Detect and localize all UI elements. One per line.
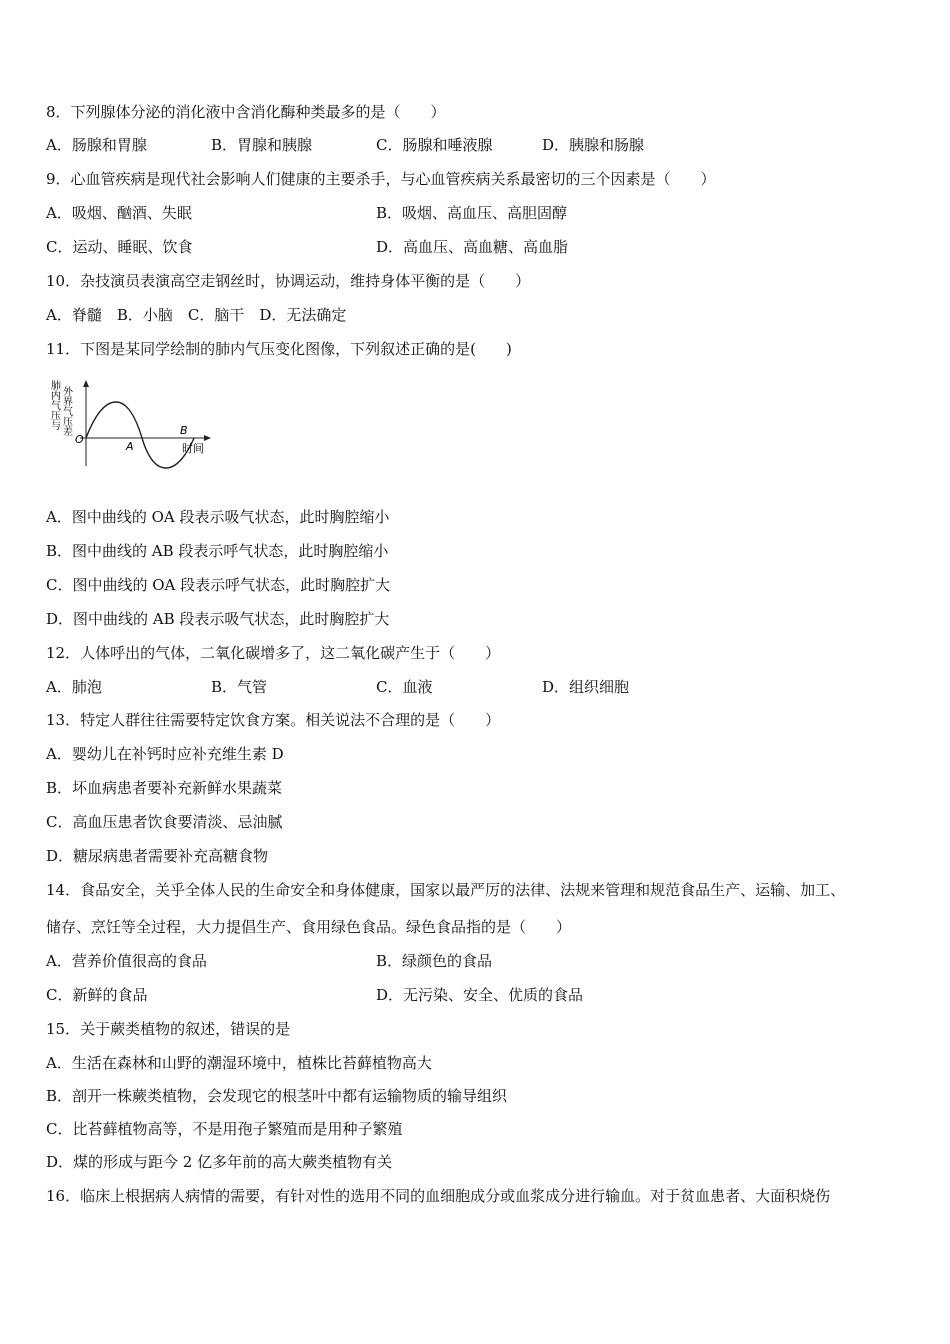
question-9-option-d: D．高血压、高血糖、高血脂 xyxy=(376,238,569,256)
figure-pressure-curve xyxy=(86,402,194,468)
figure-ylabel-2: 外界气压差 xyxy=(60,386,72,436)
question-11-option-b: B．图中曲线的 AB 段表示呼气状态，此时胸腔缩小 xyxy=(46,542,389,560)
question-8-option-a: A．肠腺和胃腺 xyxy=(46,136,147,154)
question-8-stem: 8．下列腺体分泌的消化液中含消化酶种类最多的是（ ） xyxy=(46,103,446,121)
question-15-option-b: B．剖开一株蕨类植物，会发现它的根茎叶中都有运输物质的输导组织 xyxy=(46,1087,508,1105)
question-11-stem: 11．下图是某同学绘制的肺内气压变化图像，下列叙述正确的是( ) xyxy=(46,340,512,358)
question-15-stem: 15．关于蕨类植物的叙述，错误的是 xyxy=(46,1020,291,1038)
question-10-options: A．脊髓 B．小脑 C．脑干 D．无法确定 xyxy=(46,306,347,324)
question-8-option-b: B．胃腺和胰腺 xyxy=(211,136,313,154)
question-9-option-c: C．运动、睡眠、饮食 xyxy=(46,238,193,256)
question-10-stem: 10．杂技演员表演高空走钢丝时，协调运动，维持身体平衡的是（ ） xyxy=(46,272,531,290)
question-12-option-c: C．血液 xyxy=(376,678,433,696)
question-13-option-b: B．坏血病患者要补充新鲜水果蔬菜 xyxy=(46,779,283,797)
figure-point-b-label: B xyxy=(180,424,188,437)
question-14-option-d: D．无污染、安全、优质的食品 xyxy=(376,986,584,1004)
figure-point-a-label: A xyxy=(126,440,134,453)
question-16-stem: 16．临床上根据病人病情的需要，有针对性的选用不同的血细胞成分或血浆成分进行输血。对于贫血患者、大面积烧伤 xyxy=(46,1187,831,1205)
question-12-stem: 12．人体呼出的气体，二氧化碳增多了，这二氧化碳产生于（ ） xyxy=(46,644,501,662)
question-15-option-c: C．比苔藓植物高等，不是用孢子繁殖而是用种子繁殖 xyxy=(46,1120,403,1138)
figure-origin-label: O xyxy=(75,433,84,446)
question-13-stem: 13．特定人群往往需要特定饮食方案。相关说法不合理的是（ ） xyxy=(46,711,501,729)
question-15-option-d: D．煤的形成与距今 2 亿多年前的高大蕨类植物有关 xyxy=(46,1153,393,1171)
question-14-stem-line-1: 14．食品安全，关乎全体人民的生命安全和身体健康，国家以最严厉的法律、法规来管理和规范食品生产、运输、加工、 xyxy=(46,881,846,899)
figure-y-arrow xyxy=(83,380,89,387)
question-11-option-a: A．图中曲线的 OA 段表示吸气状态，此时胸腔缩小 xyxy=(46,508,390,526)
lung-pressure-figure xyxy=(44,378,216,470)
question-13-option-a: A．婴幼儿在补钙时应补充维生素 D xyxy=(46,745,284,763)
figure-xlabel: 时间 xyxy=(182,442,204,455)
question-9-stem: 9．心血管疾病是现代社会影响人们健康的主要杀手，与心血管疾病关系最密切的三个因素是（ ） xyxy=(46,170,716,188)
question-13-option-d: D．糖尿病患者需要补充高糖食物 xyxy=(46,847,269,865)
question-15-option-a: A．生活在森林和山野的潮湿环境中，植株比苔藓植物高大 xyxy=(46,1054,432,1072)
question-8-option-c: C．肠腺和唾液腺 xyxy=(376,136,493,154)
question-9-option-a: A．吸烟、酗酒、失眠 xyxy=(46,204,192,222)
figure-x-arrow xyxy=(204,435,211,441)
question-9-option-b: B．吸烟、高血压、高胆固醇 xyxy=(376,204,568,222)
question-14-option-b: B．绿颜色的食品 xyxy=(376,952,493,970)
question-14-stem-line-2: 储存、烹饪等全过程，大力提倡生产、食用绿色食品。绿色食品指的是（ ） xyxy=(46,918,572,936)
question-14-option-c: C．新鲜的食品 xyxy=(46,986,148,1004)
question-11-option-c: C．图中曲线的 OA 段表示呼气状态，此时胸腔扩大 xyxy=(46,576,391,594)
question-11-option-d: D．图中曲线的 AB 段表示吸气状态，此时胸腔扩大 xyxy=(46,610,390,628)
question-12-option-b: B．气管 xyxy=(211,678,268,696)
question-12-option-d: D．组织细胞 xyxy=(542,678,630,696)
question-14-option-a: A．营养价值很高的食品 xyxy=(46,952,207,970)
question-8-option-d: D．胰腺和肠腺 xyxy=(542,136,645,154)
question-13-option-c: C．高血压患者饮食要清淡、忌油腻 xyxy=(46,813,283,831)
question-12-option-a: A．肺泡 xyxy=(46,678,102,696)
figure-ylabel-1: 肺内气压与 xyxy=(48,380,60,430)
